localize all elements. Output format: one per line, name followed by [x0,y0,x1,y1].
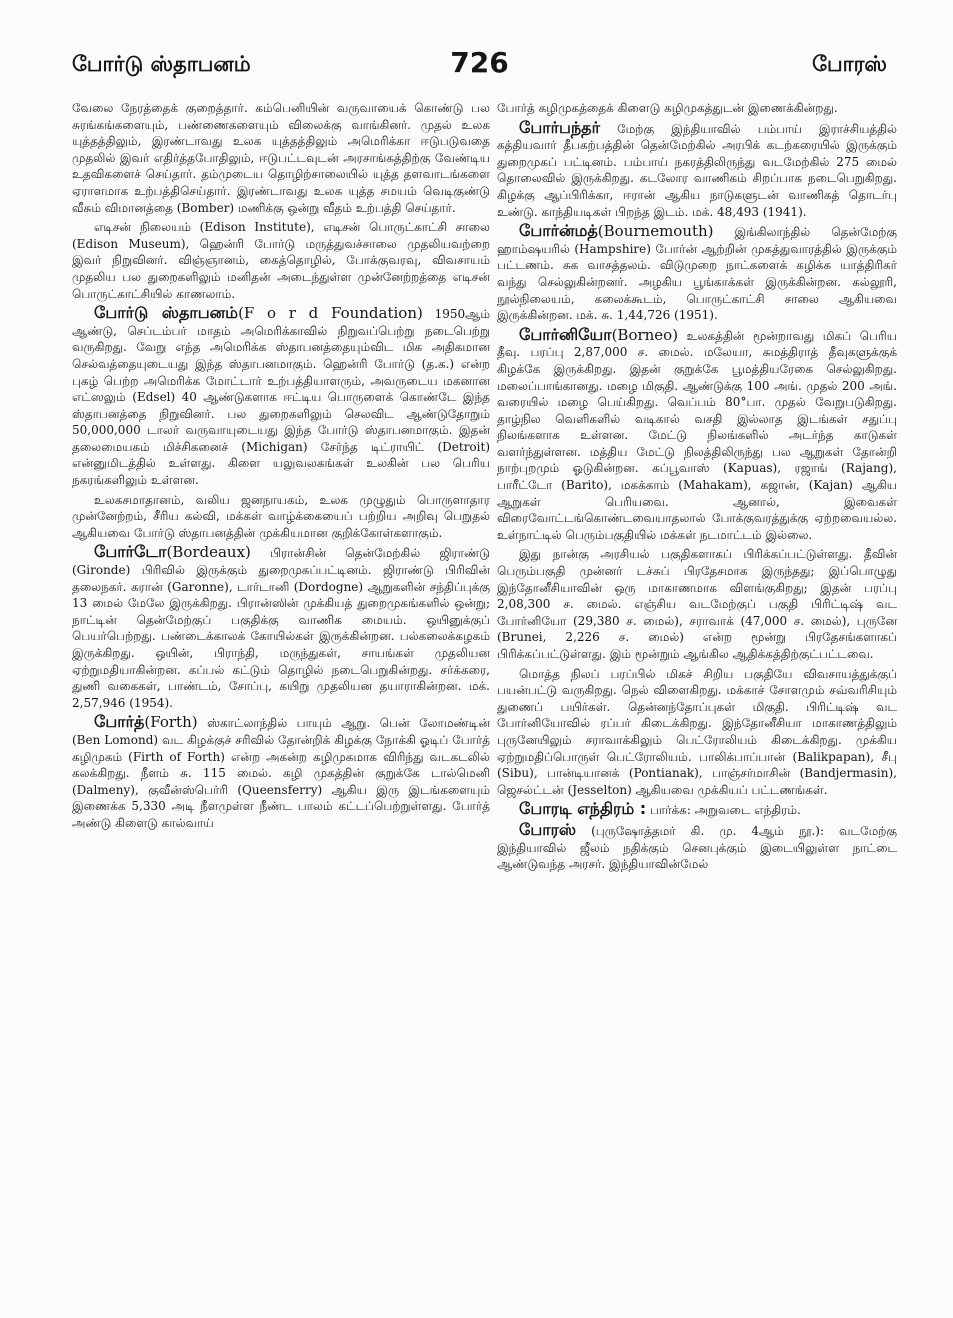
entry-bournemouth [497,223,897,324]
entry-latin-name: (Bournemouth) [597,222,714,241]
left-column [72,100,490,1290]
entry-headword: போரஸ் [519,819,577,839]
paragraph: போர்த் கழிமுகத்தைக் கிளைடு கழிமுகத்துடன் இணைக்கின்றது. [497,101,838,115]
entry-porbandar [497,117,897,221]
entry-borneo [497,324,897,544]
entry-headword: போர்த் [94,712,145,732]
entry-text: உலகத்தின் மூன்றாவது மிகப் பெரிய தீவு. பரப்பு 2,87,000 ச. மைல். மலேயா, சுமத்திராத் தீவுகளுக்குக் கிழக்கே இருக்கிறது. இதன் குறுக்கே பூமத்தியரேகை செல்லுகிறது. மலைப்பாங்கானது. மழை மிகுதி. ஆண்டுக்கு 100 அங். முதல் 200 அங். வரையில் மழை பெய்கிறது. வெப்பம் 80°பா. முதல் வேறுபடுகிறது. தாழ்நில வெளிகளில் வடிகால் வசதி இல்லாத இடங்கள் சதுப்பு நிலங்களாக உள்ளன. மேட்டு நிலங்களில் அடர்ந்த காடுகள் வளர்ந்துள்ளன. மத்திய மேட்டு நிலத்திலிருந்து பல ஆறுகள் தோன்றி நாற்புறமும் ஓடுகின்றன. கப்பூவாஸ் (Kapuas), ரஜாங் (Rajang), பாரீட்டோ (Barito), மகக்காம் (Mahakam), கஜான், (Kajan) ஆகிய ஆறுகள் பெரியவை. ஆனால், இவைகள் விரைவோட்டங்கொண்டவையாதலால் போக்குவரத்துக்கு ஏற்றவையல்ல. உள்நாட்டில் பெரும்பகுதியில் மக்கள் நடமாட்டம் இல்லை. [497,328,897,542]
entry-latin-name: (Bordeaux) [166,543,251,562]
entry-headword: போர்பந்தர் [519,117,600,137]
running-head-left: போர்டு ஸ்தாபனம் [72,52,251,76]
entry-headword: போர்னியோ [519,324,612,344]
entry-text: பார்க்க: அறுவடை எந்திரம். [650,803,801,818]
entry-text: ஸ்காட்லாந்தில் பாயும் ஆறு. பென் லோமண்டின் (Ben Lomond) வட கிழக்குச் சரிவில் தோன்றிக் கிழக்கு நோக்கி ஓடிப் போர்த் கழிமுகம் (Firth of Forth) என்ற அகன்ற கழிமுகமாக விரிந்து வடகடலில் கலக்கிறது. நீளம் சு. 115 மைல். கழி முகத்தின் குறுக்கே டால்மெனி (Dalmeny), குவீன்ஸ்பெர்ரி (Queensferry) ஆகிய இரு இடங்களையும் இணைக்க 5,330 அடி நீளமுள்ள நீண்ட பாலம் கட்டப்பெற்றுள்ளது. போர்த் அண்டு கிளைடு கால்வாய் [72,716,490,830]
entry-latin-name: (Borneo) [611,325,679,344]
entry-forth [72,714,490,831]
entry-text: பிரான்சின் தென்மேற்கில் ஜிராண்டு (Gironde) பிரிவில் இருக்கும் துறைமுகப்பட்டினம். ஜிராண்டு பிரிவின் தலைநகர். கரான் (Garonne), டார்டானி (Dordogne) ஆறுகளின் சந்திப்புக்கு 13 மைல் மேலே இருக்கிறது. பிரான்ஸின் முக்கியத் துறைமுகங்களில் ஒன்று; நாட்டின் தென்மேற்குப் பகுதிக்கு வாணிக மையம். ஒயினுக்குப் பெயர்பெற்றது. பண்டைக்காலக் கோயில்கள் இருக்கின்றன. பல்கலைக்கழகம் இருக்கிறது. ஒயின், பிராந்தி, மருந்துகள், சாயங்கள் முதலியன ஏற்றுமதியாகின்றன. கப்பல் கட்டும் தொழில் நடைபெறுகின்றது. சர்க்கரை, துணி வகைகள், பாண்டம், சோப்பு, கயிறு முதலியன தயாராகின்றன. மக். 2,57,946 (1954). [72,546,490,710]
paragraph: மொத்த நிலப் பரப்பில் மிகச் சிறிய பகுதியே விவசாயத்துக்குப் பயன்பட்டு வருகிறது. நெல் விளைகிறது. மக்காச் சோளமும் சவ்வரிசியும் துணைப் பயிர்கள். தென்னந்தோப்புகள் மிகுதி. பிரிட்டிஷ் வட போர்னியோவில் ரப்பர் கிடைக்கிறது. இந்தோனீசியா மாகாணத்திலும் புருனேயிலும் சராவாக்கிலும் பெட்ரோலியம் கிடைக்கிறது. முக்கிய ஏற்றுமதிப்பொருள் பெட்ரோலியம். பாலிக்பாப்பான் (Balikpapan), சீபு (Sibu), பான்டியானக் (Pontianak), பாஞ்சர்மாசின் (Bandjermasin), ஜெசல்ட்டன் (Jesselton) ஆகியவை முக்கியப் பட்டணங்கள். [497,666,897,797]
entry-harvester [497,801,897,819]
entry-headword: போர்டோ [94,542,167,562]
entry-bordeaux [72,544,490,711]
page-number: 726 [450,46,509,79]
entry-text: மேற்கு இந்தியாவில் பம்பாய் இராச்சியத்தில் கத்தியவார் தீபகற்பத்தின் தென்மேற்கில் அரபிக் கடற்கரையில் இருக்கும் துறைமுகப் பட்டினம். பம்பாய் நகரத்திலிருந்து வடமேற்கில் 275 மைல் தொலைவில் இருக்கிறது. கடலோர வாணிகம் சிறப்பாக நடைபெறுகிறது. கிழக்கு ஆப்பிரிக்கா, ஈரான் ஆகிய நாடுகளுடன் வாணிகத் தொடர்பு உண்டு. காந்தியடிகள் பிறந்த இடம். மக். 48,493 (1941). [497,121,897,219]
entry-text: இங்கிலாந்தில் தென்மேற்கு ஹாம்ஷயரில் (Hampshire) போர்ன் ஆற்றின் முகத்துவாரத்தில் இருக்கும் பட்டணம். சுக வாசத்தலம். விடுமுறை நாட்களைக் கழிக்க யாத்திரிகர் வந்து செல்லுகின்றனர். அழகிய பூங்காக்கள் இருக்கின்றன. கல்லூரி, நூல்நிலையம், கலைக்கூடம், பொருட்காட்சி சாலை ஆகியவை இருக்கின்றன. மக். சு. 1,44,726 (1951). [497,225,897,323]
entry-porus [497,819,897,873]
entry-latin-name: (F o r d Foundation) [238,304,423,323]
page-header [72,40,887,90]
paragraph: வேலை நேரத்தைக் குறைத்தார். கம்பெனியின் வருவாயைக் கொண்டு பல சுரங்கங்களையும், பண்ணைகளையும் விலைக்கு வாங்கினர். முதல் உலக யுத்தத்திலும், இரண்டாவது உலக யுத்தத்திலும் அமெரிக்கா ஈடுபடுவதை முதலில் இவர் எதிர்த்தபோதிலும், ஈடுபட்டவுடன் அரசாங்கத்திற்கு வேண்டிய உதவிகளைச் செய்தார். தம்முடைய தொழிற்சாலையில் யுத்த தளவாடங்களை ஏராளமாக உற்பத்திசெய்தார். இரண்டாவது உலக யுத்த சமயம் வெடிகுண்டு வீசும் விமானத்தை (Bomber) மணிக்கு ஒன்று வீதம் உற்பத்தி செய்தார். [72,101,490,215]
entry-headword: போர்ன்மத் [519,221,598,241]
paragraph: இது நான்கு அரசியல் பகுதிகளாகப் பிரிக்கப்பட்டுள்ளது. தீவின் பெரும்பகுதி முன்னர் டச்சுப் பிரதேசமாக இருந்தது; இப்பொழுது இந்தோனீசியாவின் ஒரு மாகாணமாக விளங்குகிறது; இதன் பரப்பு 2,08,300 ச. மைல். எஞ்சிய வடமேற்குப் பகுதி பிரிட்டிஷ் வட போர்னியோ (29,380 ச. மைல்), சராவாக் (47,000 ச. மைல்), புருனே (Brunei, 2,226 ச. மைல்) என்ற மூன்று பிரதேசங்களாகப் பிரிக்கப்பட்டுள்ளது. இம் மூன்றும் ஆங்கில ஆதிக்கத்திற்குட்பட்டவை. [497,547,897,661]
paragraph: எடிசன் நிலையம் (Edison Institute), எடிசன் பொருட்காட்சி சாலை (Edison Museum), ஹென்ரி போர்டு மருத்துவச்சாலை முதலியவற்றை இவர் நிறுவினர். விஞ்ஞானம், கைத்தொழில், போக்குவரவு, விவசாயம் முதலிய பல துறைகளிலும் மனிதன் அடைந்துள்ள முன்னேற்றத்தை எடிசன் பொருட்காட்சியில் காணலாம். [72,220,490,301]
right-column [497,100,897,1290]
entry-headword: போர்டு ஸ்தாபனம் [94,303,239,323]
entry-latin-name: (Forth) [144,713,198,732]
entry-ford-foundation [72,305,490,489]
paragraph: உலகசமாதானம், வலிய ஜனநாயகம், உலக முழுதும் பொருளாதார முன்னேற்றம், சீரிய கல்வி, மக்கள் வாழ்க்கையைப் பற்றிய அறிவு பெறுதல் ஆகியவை போர்டு ஸ்தாபனத்தின் முக்கியமான குறிக்கோள்களாகும். [72,492,490,540]
entry-text: 1950ஆம் ஆண்டு, செப்டம்பர் மாதம் அமெரிக்காவில் நிறுவப்பெற்று நடைபெற்று வருகிறது. வேறு எந்த அமெரிக்க ஸ்தாபனத்தையும்விட மிக அதிகமான செல்வத்தையுடையது இந்த ஸ்தாபனமாகும். ஹென்ரி போர்டு (த.க.) என்ற புகழ் பெற்ற அமெரிக்க மோட்டார் உற்பத்தியாளரும், அவருடைய மகனான எட்ஸலும் (Edsel) 40 ஆண்டுகளாக ஈட்டிய பொருளைக் கொண்டே இந்த ஸ்தாபனத்தை நிறுவினர். பல துறைகளிலும் செலவிட ஆண்டுதோறும் 50,000,000 டாலர் வருவாயுடையது இந்த போர்டு ஸ்தாபனமாகும். இதன் தலைமையகம் மிச்சிகனைச் (Michigan) சேர்ந்த டிட்ராயிட் (Detroit) என்னுமிடத்தில் உள்ளது. கிளை யலுவலகங்கள் உலகின் பல பெரிய நகரங்களிலும் உள்ளன. [72,307,490,488]
entry-headword: போரடி எந்திரம் : [519,799,647,819]
entry-text: (புருஷோத்தமர் கி. மு. 4ஆம் நூ.): வடமேற்கு இந்தியாவில் ஜீலம் நதிக்கும் செனபுக்கும் இடையிலுள்ள நாட்டை ஆண்டுவந்த அரசர். இந்தியாவின்மேல் [497,823,897,872]
running-head-right: போரஸ் [812,52,887,76]
